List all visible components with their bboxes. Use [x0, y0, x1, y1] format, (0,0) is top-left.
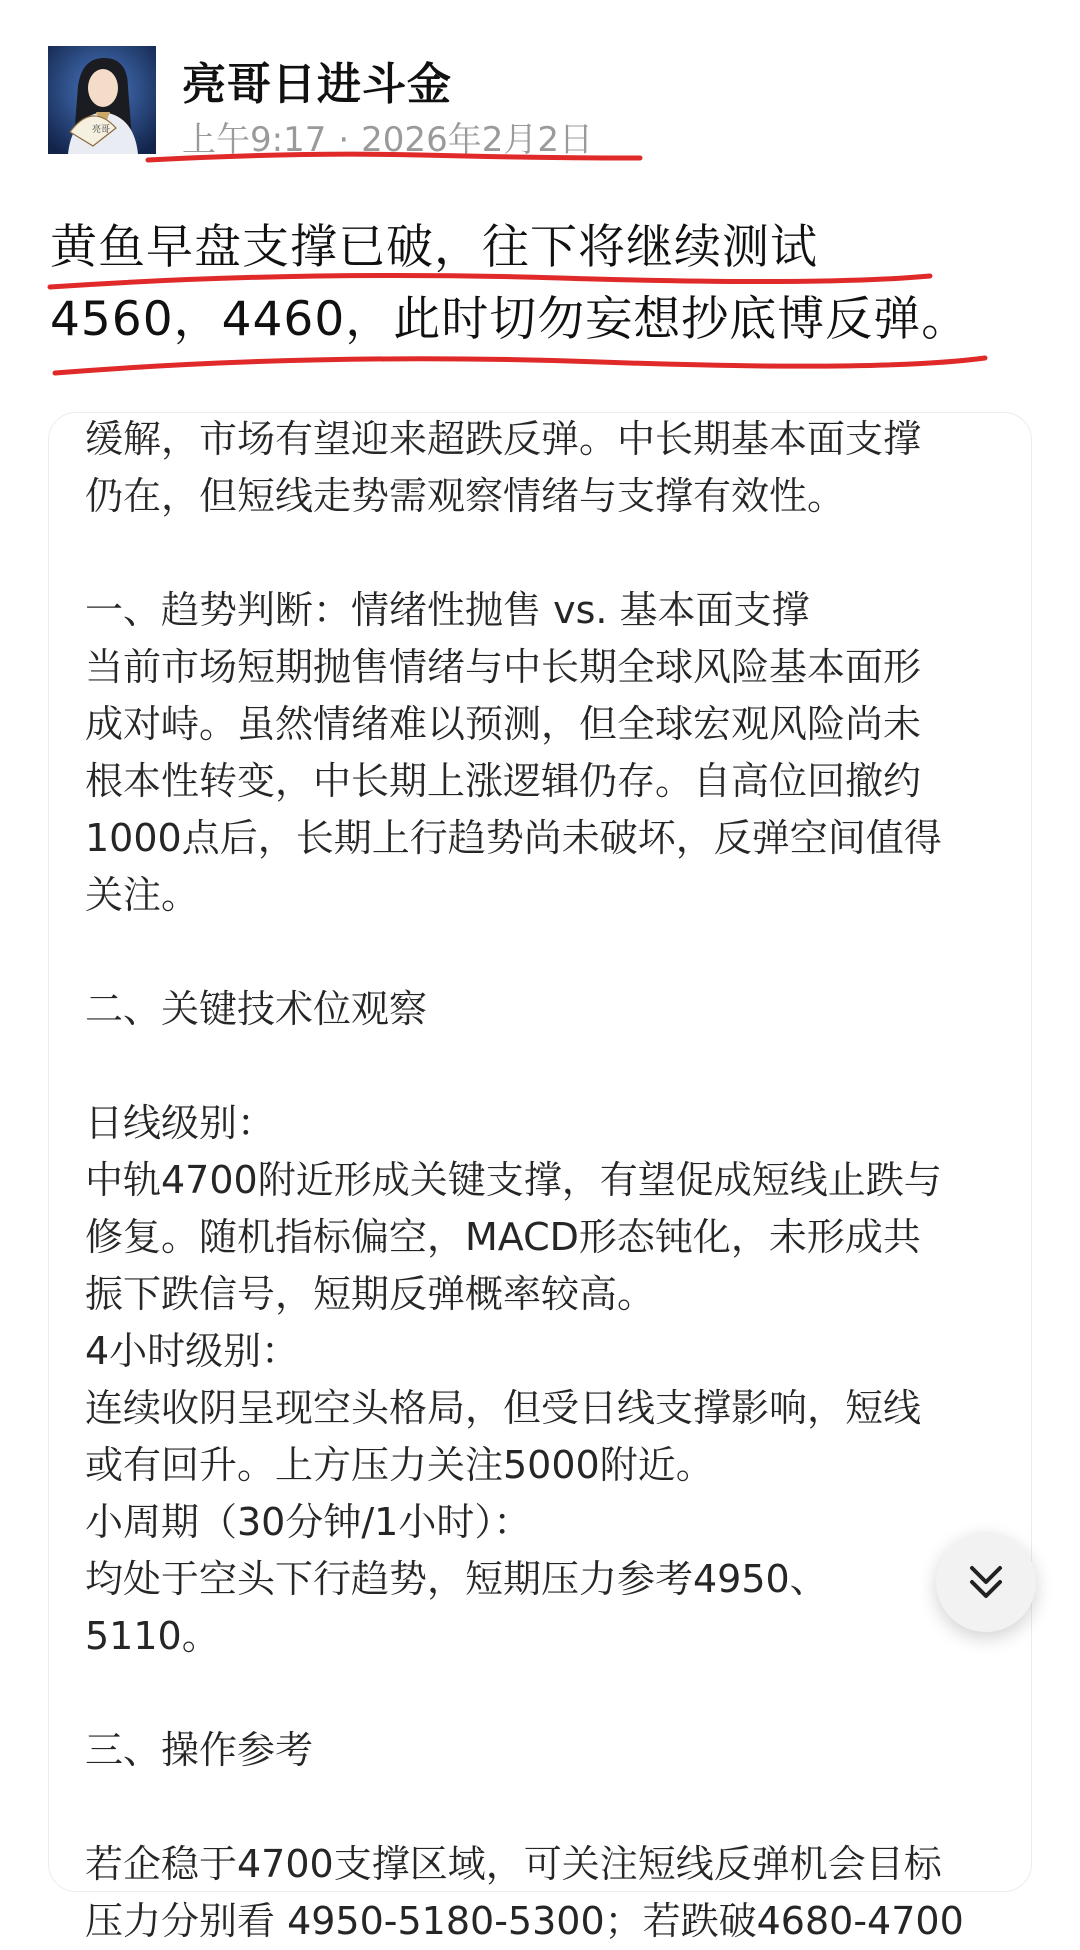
scroll-to-bottom-button[interactable]: [936, 1532, 1036, 1632]
article-line: 仍在，但短线走势需观察情绪与支撑有效性。: [85, 474, 846, 518]
article-line: 压力分别看 4950-5180-5300；若跌破4680-4700: [85, 1899, 964, 1943]
article-line: 5110。: [85, 1614, 220, 1658]
double-chevron-down-icon: [964, 1560, 1008, 1604]
headline-line-2: 4560，4460，此时切勿妄想抄底博反弹。: [50, 292, 970, 347]
post-headline: [50, 212, 1050, 356]
article-line: 修复。随机指标偏空，MACD形态钝化，未形成共: [85, 1215, 921, 1259]
article-line: 当前市场短期抛售情绪与中长期全球风险基本面形: [85, 645, 922, 689]
article-line: 连续收阴呈现空头格局，但受日线支撑影响，短线: [85, 1386, 922, 1430]
article-line: 一、趋势判断：情绪性抛售 vs. 基本面支撑: [85, 588, 810, 632]
blank-line: [85, 1779, 1025, 1836]
article-line: 振下跌信号，短期反弹概率较高。: [85, 1272, 656, 1316]
blank-line: [85, 924, 1025, 981]
headline-line-1: 黄鱼早盘支撑已破，往下将继续测试: [50, 220, 818, 275]
article-line: 根本性转变，中长期上涨逻辑仍存。自高位回撤约: [85, 759, 922, 803]
avatar-fan-text: 亮哥: [92, 125, 111, 135]
article-line: 4小时级别：: [85, 1329, 300, 1373]
post-timestamp: [182, 112, 593, 161]
author-name[interactable]: 亮哥日进斗金: [182, 59, 452, 110]
blank-line: [85, 525, 1025, 582]
article-line: 小周期（30分钟/1小时）：: [85, 1500, 532, 1544]
meta-separator: ·: [338, 120, 350, 160]
article-body: [85, 411, 1025, 1950]
article-line: 二、关键技术位观察: [85, 987, 428, 1031]
article-line: 1000点后，长期上行趋势尚未破坏，反弹空间值得: [85, 816, 942, 860]
article-line: 或有回升。上方压力关注5000附近。: [85, 1443, 714, 1487]
post-time: 上午9:17: [182, 120, 327, 160]
article-line: 三、操作参考: [85, 1728, 314, 1772]
underline-headline-2: [55, 358, 985, 373]
article-line: 均处于空头下行趋势，短期压力参考4950、: [85, 1557, 828, 1601]
article-line: 中轨4700附近形成关键支撑，有望促成短线止跌与: [85, 1158, 942, 1202]
avatar-portrait-icon: [48, 46, 156, 154]
blank-line: [85, 1665, 1025, 1722]
article-line: 成对峙。虽然情绪难以预测，但全球宏观风险尚未: [85, 702, 922, 746]
blank-line: [85, 1038, 1025, 1095]
red-underline-annotations: [0, 0, 1080, 420]
embedded-article-card[interactable]: [48, 412, 1032, 1943]
author-avatar[interactable]: [48, 46, 156, 154]
post-date: 2026年2月2日: [361, 120, 593, 160]
article-line: 日线级别：: [85, 1101, 276, 1145]
article-line: 若企稳于4700支撑区域，可关注短线反弹机会目标: [85, 1842, 942, 1886]
article-line: 缓解，市场有望迎来超跌反弹。中长期基本面支撑: [85, 417, 922, 461]
article-line: 关注。: [85, 873, 200, 917]
